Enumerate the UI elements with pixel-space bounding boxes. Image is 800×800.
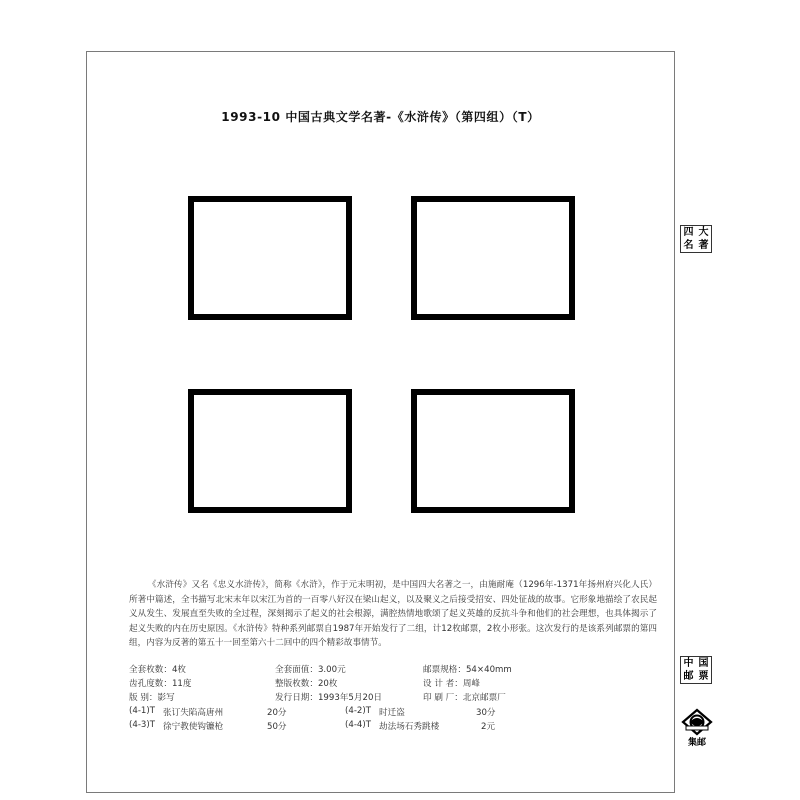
stamp-code: (4-1)T <box>129 706 155 716</box>
stamp-name: 张订失陷高唐州 <box>163 708 224 718</box>
spec-designer: 设 计 者：周峰 <box>423 679 481 689</box>
side-tab-char: 名 <box>683 240 694 251</box>
stamp-name: 劫法场石秀跳楼 <box>379 722 440 732</box>
stamp-name: 时迁盗 <box>379 708 405 718</box>
stamp-code: (4-3)T <box>129 720 155 730</box>
spec-full-set: 全套枚数：4枚 <box>129 665 187 675</box>
spec-printing: 版 别：影写 <box>129 693 175 703</box>
page-title: 1993-10 中国古典文学名著-《水浒传》（第四组）（T） <box>221 110 540 124</box>
side-tab-china-stamps <box>680 656 712 684</box>
side-tab-char: 票 <box>698 671 709 682</box>
side-tab-char: 四 <box>683 227 694 238</box>
stamp-value: 20分 <box>267 708 287 718</box>
side-tab-four-classics <box>680 225 712 253</box>
stamp-name: 徐宁教使钩镰枪 <box>163 722 224 732</box>
side-tab-char: 国 <box>698 658 709 669</box>
side-tab-char: 邮 <box>683 671 694 682</box>
spec-date: 发行日期：1993年5月20日 <box>275 693 383 703</box>
description-paragraph: 《水浒传》又名《忠义水浒传》，简称《水浒》，作于元末明初，是中国四大名著之一，由施耐庵（1296年-1371年扬州府兴化人氏）所著中篇述，全书描写北宋末年以宋江为首的一百零八好汉在梁山起义，以及聚义之后接受招安、四处征战的故事。它形象地描绘了农民起义从发生、发展直至失败的全过程，深刻揭示了起义的社会根源，满腔热情地歌颂了起义英雄的反抗斗争和他们的社会理想，也具体揭示了起义失败的内在历史原因。《水浒传》特种系列邮票自1987年开始发行了二组，计12枚邮票，2枚小形张。这次发行的是该系列邮票的第四组，内容为反著的第五十一回至第六十二回中的四个精彩故事情节。 <box>129 580 657 649</box>
spec-full-value: 全套面值：3.00元 <box>275 665 346 675</box>
stamp-mount-4 <box>411 389 575 513</box>
stamp-mount-3 <box>188 389 352 513</box>
spec-sheet: 整版枚数：20枚 <box>275 679 338 689</box>
album-page <box>86 51 675 793</box>
stamp-value: 50分 <box>267 722 287 732</box>
side-tab-char: 大 <box>698 227 709 238</box>
spec-perforation: 齿孔度数：11度 <box>129 679 192 689</box>
description-text <box>129 578 657 651</box>
stamp-mount-2 <box>411 196 575 320</box>
spec-printer: 印 刷 厂：北京邮票厂 <box>423 693 506 703</box>
stamp-value: 30分 <box>476 708 496 718</box>
stamp-mount-1 <box>188 196 352 320</box>
stamp-code: (4-2)T <box>345 706 371 716</box>
logo-text: 集邮 <box>687 738 707 748</box>
side-tab-char: 中 <box>683 658 694 669</box>
stamp-value: 2元 <box>481 722 496 732</box>
side-tab-char: 著 <box>698 240 709 251</box>
stamp-code: (4-4)T <box>345 720 371 730</box>
stamp-society-logo-icon <box>680 708 714 748</box>
spec-size: 邮票规格：54×40mm <box>423 665 512 675</box>
